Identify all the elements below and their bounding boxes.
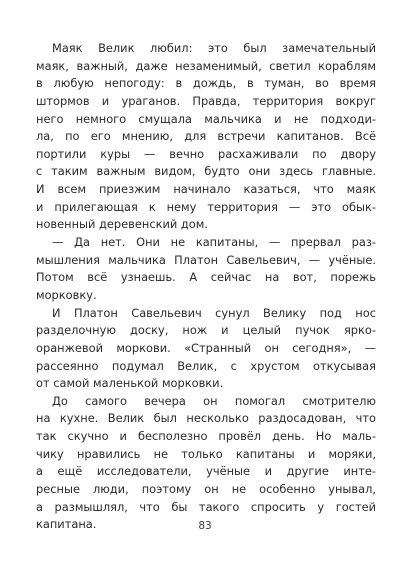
text-line: чику нравились не только капитаны и моряки, <box>36 446 376 461</box>
text-line: Маяк Велик любил: это был замечательный <box>52 41 376 55</box>
text-line: рассеянно подумал Велик, с хрустом откусывая <box>36 358 376 373</box>
text-line: на кухне. Велик был несколько раздосадован, что <box>36 411 376 426</box>
text-line: Потом всё узнаешь. А сейчас на вот, порежь <box>36 270 376 285</box>
text-line: с таким важным видом, будто они здесь главные. <box>36 164 376 179</box>
text-line: И всем приезжим начинало казаться, что маяк <box>36 182 376 197</box>
text-line: а размышлял, что бы такого спросить у гостей <box>36 499 376 514</box>
text-line: маяк, важный, даже незаменимый, светил кораблям <box>36 58 376 73</box>
text-line: морковку. <box>36 287 97 302</box>
text-line: И Платон Савельевич сунул Велику под нос <box>52 305 376 320</box>
page-number: 83 <box>198 520 212 532</box>
text-line: — Да нет. Они не капитаны, — прервал раз- <box>52 235 376 250</box>
text-line: так скучно и бесполезно провёл день. Но маль- <box>36 429 376 444</box>
text-line: портили куры — вечно расхаживали по двору <box>36 146 376 161</box>
text-line: штормов и ураганов. Правда, территория вокруг <box>36 93 376 108</box>
text-line: а ещё исследователи, учёные и другие инте- <box>36 464 376 479</box>
text-line: мышления мальчика Платон Савельевич, — учёные. <box>36 252 376 267</box>
text-line: в любую непогоду: в дождь, в туман, во время <box>36 76 376 91</box>
text-line: оранжевой моркови. «Странный он сегодня», — <box>36 340 376 355</box>
text-line: от самой маленькой морковки. <box>36 376 224 391</box>
text-line: До самого вечера он помогал смотрителю <box>52 393 376 408</box>
text-line: и прилегающая к нему территория — это обык- <box>36 199 376 214</box>
text-line: новенный деревенский дом. <box>36 217 208 232</box>
text-line: ла, по его мнению, для встречи капитанов. Всё <box>36 129 376 144</box>
page-text <box>36 40 376 534</box>
text-line: разделочную доску, нож и целый пучок ярко- <box>36 323 376 338</box>
text-line: капитана. <box>36 517 97 532</box>
text-line: ресные люди, поэтому он не особенно унывал, <box>36 482 376 497</box>
text-line: него немного смущала мальчика и не подходи- <box>36 111 376 126</box>
